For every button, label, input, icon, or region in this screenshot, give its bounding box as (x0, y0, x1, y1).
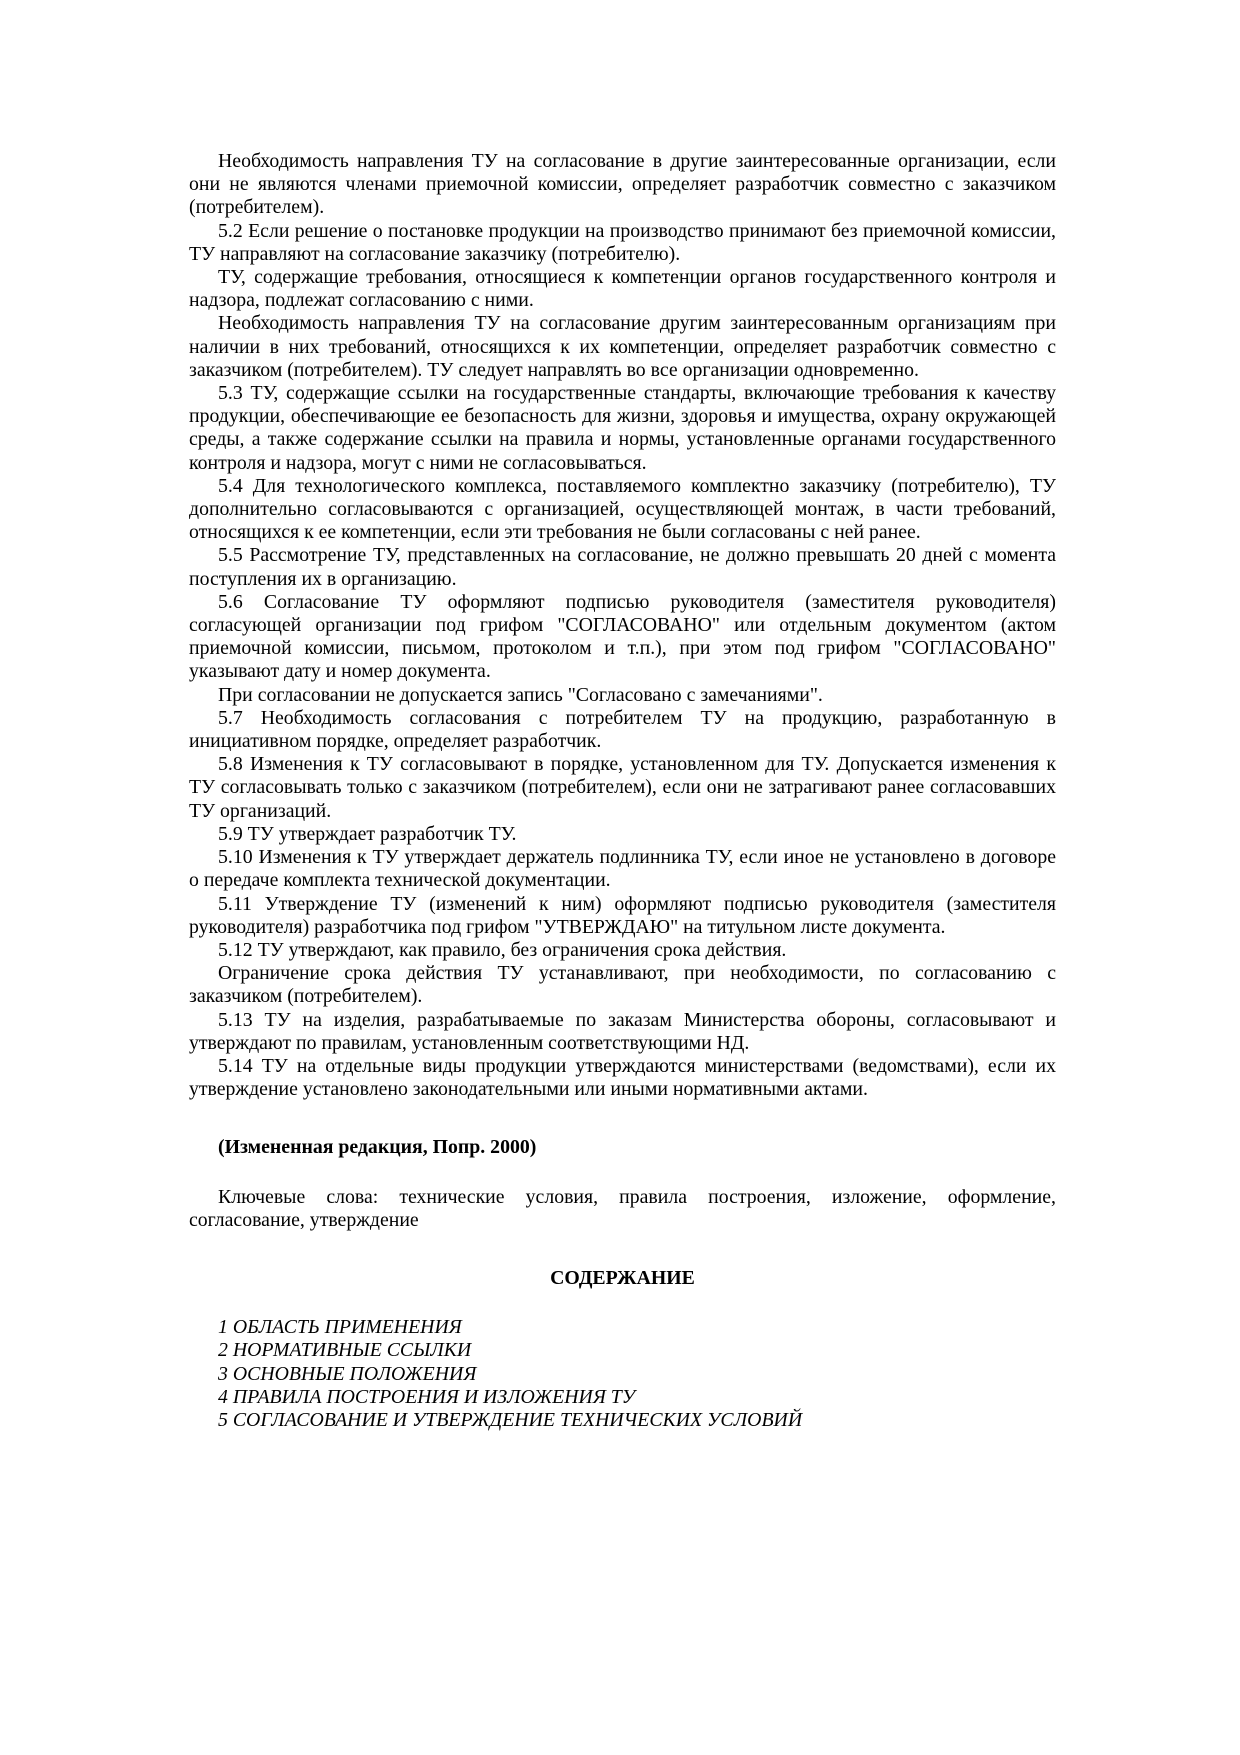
paragraph: Необходимость направления ТУ на согласование в другие заинтересованные организации, если они не являются членами приемочной комиссии, определяет разработчик совместно с заказчиком (потребителем). (189, 150, 1056, 219)
paragraph: 5.9 ТУ утверждает разработчик ТУ. (218, 822, 517, 845)
paragraph: 5.3 ТУ, содержащие ссылки на государственные стандарты, включающие требования к качеству продукции, обеспечивающие ее безопасность для жизни, здоровья и имущества, охрану окружающей среды, а также содержание ссылки на правила и нормы, установленные органами государственного контроля и надзора, могут с ними не согласовываться. (189, 382, 1056, 474)
paragraph: Необходимость направления ТУ на согласование другим заинтересованным организациям при наличии в них требований, относящихся к их компетенции, определяет разработчик совместно с заказчиком (потребителем). ТУ следует направлять во все организации одновременно. (189, 312, 1056, 381)
toc-item[interactable]: 2 НОРМАТИВНЫЕ ССЫЛКИ (218, 1339, 472, 1362)
paragraph: 5.7 Необходимость согласования с потребителем ТУ на продукцию, разработанную в инициативном порядке, определяет разработчик. (189, 706, 1056, 753)
paragraph: 5.10 Изменения к ТУ утверждает держатель подлинника ТУ, если иное не установлено в договоре о передаче комплекта технической документации. (189, 846, 1056, 892)
toc-item[interactable]: 5 СОГЛАСОВАНИЕ И УТВЕРЖДЕНИЕ ТЕХНИЧЕСКИХ УСЛОВИЙ (218, 1408, 803, 1431)
toc-title: СОДЕРЖАНИЕ (550, 1266, 695, 1289)
paragraph: 5.6 Согласование ТУ оформляют подписью руководителя (заместителя руководителя) согласующей организации под грифом "СОГЛАСОВАНО" или отдельным документом (актом приемочной комиссии, письмом, протоколом и т.п.), при этом под грифом "СОГЛАСОВАНО" указывают дату и номер документа. (189, 590, 1056, 683)
paragraph: 5.8 Изменения к ТУ согласовывают в порядке, установленном для ТУ. Допускается изменения к ТУ согласовывать только с заказчиком (потребителем), если они не затрагивают ранее согласовавших ТУ организаций. (189, 753, 1056, 822)
toc-item[interactable]: 4 ПРАВИЛА ПОСТРОЕНИЯ И ИЗЛОЖЕНИЯ ТУ (218, 1385, 636, 1408)
document-page (189, 150, 1056, 1432)
toc-list (189, 1316, 1056, 1432)
paragraph: 5.11 Утверждение ТУ (изменений к ним) оформляют подписью руководителя (заместителя руководителя) разработчика под грифом "УТВЕРЖДАЮ" на титульном листе документа. (189, 892, 1056, 938)
paragraph: При согласовании не допускается запись "Согласовано с замечаниями". (218, 683, 823, 706)
paragraph: 5.14 ТУ на отдельные виды продукции утверждаются министерствами (ведомствами), если их утверждение установлено законодательными или иными нормативными актами. (189, 1054, 1056, 1101)
paragraph: 5.12 ТУ утверждают, как правило, без ограничения срока действия. (218, 938, 787, 961)
paragraph: Ограничение срока действия ТУ устанавливают, при необходимости, по согласованию с заказчиком (потребителем). (189, 962, 1056, 1008)
toc-item[interactable]: 3 ОСНОВНЫЕ ПОЛОЖЕНИЯ (218, 1362, 477, 1385)
paragraph: 5.13 ТУ на изделия, разрабатываемые по заказам Министерства обороны, согласовывают и утверждают по правилам, установленным соответствующими НД. (189, 1008, 1056, 1054)
paragraph: 5.5 Рассмотрение ТУ, представленных на согласование, не должно превышать 20 дней с момента поступления их в организацию. (189, 544, 1056, 590)
toc-item[interactable]: 1 ОБЛАСТЬ ПРИМЕНЕНИЯ (218, 1316, 462, 1339)
amendment-note: (Измененная редакция, Попр. 2000) (218, 1136, 537, 1159)
paragraph: ТУ, содержащие требования, относящиеся к компетенции органов государственного контроля и надзора, подлежат согласованию с ними. (189, 266, 1056, 312)
paragraph: 5.4 Для технологического комплекса, поставляемого комплектно заказчику (потребителю), ТУ дополнительно согласовываются с организацией, осуществляющей монтаж, в части требований, относящихся к ее компетенции, если эти требования не были согласованы с ней ранее. (189, 474, 1056, 544)
section-body (189, 150, 1056, 1101)
table-of-contents (189, 1267, 1056, 1432)
keywords-paragraph: Ключевые слова: технические условия, правила построения, изложение, оформление, согласование, утверждение (189, 1185, 1056, 1231)
paragraph: 5.2 Если решение о постановке продукции на производство принимают без приемочной комиссии, ТУ направляют на согласование заказчику (потребителю). (189, 219, 1056, 265)
